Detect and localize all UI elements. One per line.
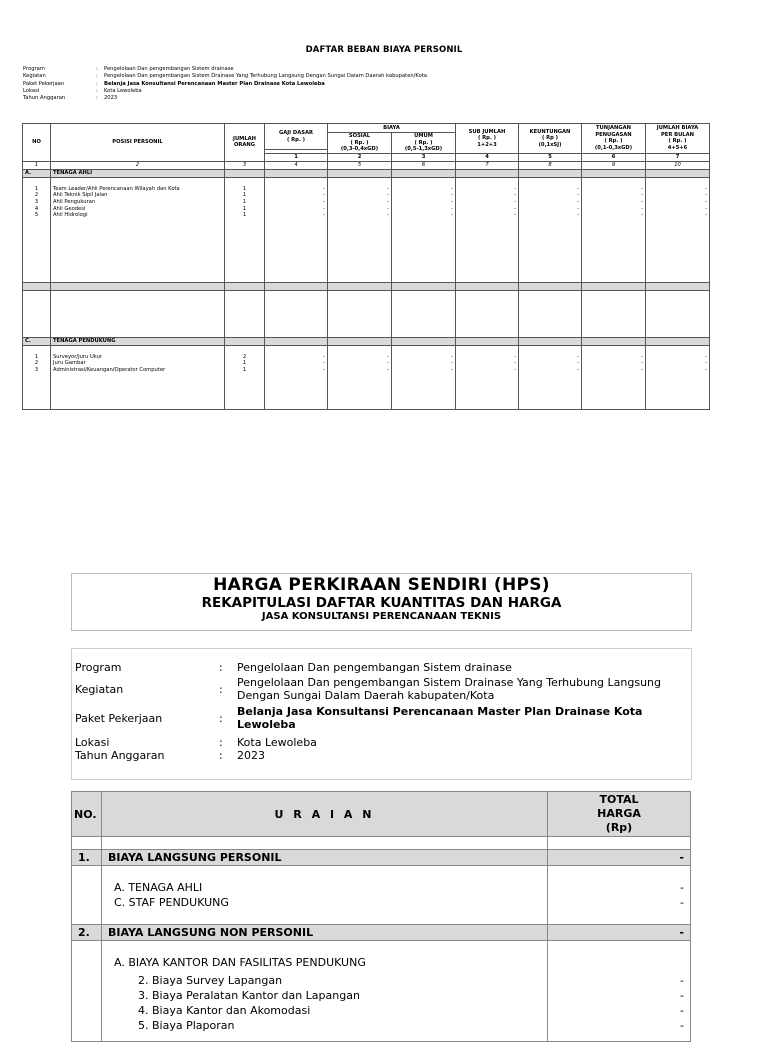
col-no-header: NO xyxy=(23,124,51,162)
info-value: 2023 xyxy=(104,95,118,102)
col-jumlahbiaya-header: JUMLAH BIAYA PER BULAN ( Rp. ) 4+5+6 xyxy=(646,124,710,154)
info-key: Tahun Anggaran xyxy=(23,95,66,102)
item-staf-pendukung: C. STAF PENDUKUNG xyxy=(114,896,229,909)
info-row-program xyxy=(23,66,427,73)
index-row: 1 2 3 4 5 6 7 8 9 10 xyxy=(23,161,710,169)
col-gaji-header: GAJI DASAR ( Rp. ) xyxy=(265,124,328,150)
person-counts: 1 1 1 1 1 xyxy=(242,185,247,219)
dash-col: - - - xyxy=(387,353,389,373)
dash-col: - - - xyxy=(705,353,707,373)
tenaga-ahli-rows xyxy=(23,177,710,282)
dash-col: - - - - - xyxy=(641,185,643,219)
info-row-tahun xyxy=(23,95,427,102)
section-biaya-personil: 1. BIAYA LANGSUNG PERSONIL - xyxy=(72,850,691,866)
col-no-header: NO. xyxy=(72,792,102,837)
info-row-lokasi xyxy=(23,88,427,95)
col-keuntungan-header: KEUNTUNGAN ( Rp ) (0,1xSJ) xyxy=(519,124,582,154)
person-counts: 2 1 1 xyxy=(242,353,247,373)
row-numbers: 1 2 3 4 5 xyxy=(34,185,39,219)
info-row-paket xyxy=(23,81,427,88)
info-row-kegiatan xyxy=(23,73,427,80)
info-row-tahun: Tahun Anggaran : 2023 xyxy=(75,749,265,762)
section-tenaga-pendukung: C. TENAGA PENDUKUNG xyxy=(23,337,710,345)
info-colon: : xyxy=(96,80,98,87)
info-key: Paket Pekerjaan xyxy=(23,80,65,87)
info-value: Belanja Jasa Konsultansi Perencanaan Master Plan Drainase Kota Lewoleba xyxy=(104,80,325,87)
row-numbers: 1 2 3 xyxy=(34,353,39,373)
col-number: 4 xyxy=(456,153,519,161)
info-key: Kegiatan xyxy=(23,73,46,80)
item-peralatan: 3. Biaya Peralatan Kantor dan Lapangan xyxy=(138,989,360,1002)
info-value: Pengelolaan Dan pengembangan Sistem Drainase Yang Terhubung Langsung Dengan Sungai Dalam Daerah kabupaten/Kota xyxy=(104,73,427,80)
personnel-cost-table xyxy=(22,123,710,410)
section-biaya-non-personil-items: A. BIAYA KANTOR DAN FASILITAS PENDUKUNG 2. Biaya Survey Lapangan 3. Biaya Peralatan Kantor dan Lapangan 4. Biaya Kantor dan Akomodasi 5. Biaya Plaporan - - - - xyxy=(72,941,691,1042)
section-biaya-personil-items: A. TENAGA AHLI C. STAF PENDUKUNG - - xyxy=(72,866,691,925)
col-posisi-header: POSISI PERSONIL xyxy=(51,124,225,162)
col-number: 3 xyxy=(392,153,456,161)
hps-subtitle-2: JASA KONSULTANSI PERENCANAAN TEKNIS xyxy=(261,611,502,622)
dash-col: - - - xyxy=(514,353,516,373)
section-biaya-non-personil: 2. BIAYA LANGSUNG NON PERSONIL - xyxy=(72,925,691,941)
col-number: 1 xyxy=(265,153,328,161)
empty-section-rows xyxy=(23,290,710,337)
hps-title: HARGA PERKIRAAN SENDIRI (HPS) xyxy=(213,575,550,595)
dash-col: - - - xyxy=(323,353,325,373)
col-tunjangan-header: TUNJANGAN PENUGASAN ( Rp. ) (0,1-0,3xGD) xyxy=(582,124,646,154)
dash-col: - - - - - xyxy=(323,185,325,219)
item-laporan: 5. Biaya Plaporan xyxy=(138,1019,235,1032)
col-number: 6 xyxy=(582,153,646,161)
page-title: DAFTAR BEBAN BIAYA PERSONIL xyxy=(305,45,463,55)
dash-col: - - - - - xyxy=(577,185,579,219)
info-colon: : xyxy=(96,87,98,94)
info-key: Lokasi xyxy=(23,87,40,94)
project-info xyxy=(23,66,427,102)
tenaga-pendukung-rows xyxy=(23,345,710,409)
info-key: Program xyxy=(23,66,45,72)
col-number: 5 xyxy=(519,153,582,161)
hps-subtitle: REKAPITULASI DAFTAR KUANTITAS DAN HARGA xyxy=(201,595,562,611)
dash-col: - - - - - xyxy=(514,185,516,219)
col-subjumlah-header: SUB JUMLAH ( Rp. ) 1+2+3 xyxy=(456,124,519,154)
dash-col: - - - - - xyxy=(705,185,707,219)
item-tenaga-ahli: A. TENAGA AHLI xyxy=(114,881,203,894)
item-survey: 2. Biaya Survey Lapangan xyxy=(138,974,283,987)
section-tenaga-ahli: A. TENAGA AHLI xyxy=(23,169,710,177)
col-total-header: TOTAL HARGA (Rp) xyxy=(548,792,691,837)
info-colon: : xyxy=(96,95,98,102)
position-names: Team Leader/Ahli Perencanaan Wilayah dan Kota Ahli Teknik Sipil Jalan Ahli Pengukuran Ahli Geodesi Ahli Hidrologi xyxy=(53,185,180,219)
section-separator xyxy=(23,282,710,290)
col-uraian-header: U R A I A N xyxy=(102,792,548,837)
dash-col: - - - xyxy=(451,353,453,373)
hps-recap-table xyxy=(71,791,691,1042)
info-value: Pengelolaan Dan pengembangan Sistem drainase xyxy=(104,66,234,72)
item-akomodasi: 4. Biaya Kantor dan Akomodasi xyxy=(138,1004,311,1017)
col-umum-header: UMUM ( Rp. ) (0,5-1,3xGD) xyxy=(392,133,456,154)
info-colon: : xyxy=(96,73,98,80)
subsection-kantor: A. BIAYA KANTOR DAN FASILITAS PENDUKUNG xyxy=(114,956,366,969)
dash-col: - - - - - xyxy=(451,185,453,219)
info-row-lokasi: Lokasi : Kota Lewoleba xyxy=(75,736,317,749)
col-sosial-header: SOSIAL ( Rp. ) (0,3-0,4xGD) xyxy=(328,133,392,154)
info-row-program: Program : Pengelolaan Dan pengembangan Sistem drainase xyxy=(75,661,512,674)
dash-col: - - - xyxy=(641,353,643,373)
info-colon: : xyxy=(96,66,98,72)
col-biaya-header: BIAYA xyxy=(328,124,456,133)
dash-col: - - - - - xyxy=(387,185,389,219)
col-jumlah-header: JUMLAH ORANG xyxy=(225,124,265,162)
info-row-paket: Paket Pekerjaan : Belanja Jasa Konsultansi Perencanaan Master Plan Drainase Kota Lewoleba xyxy=(75,705,643,731)
hps-project-info xyxy=(71,648,692,780)
info-row-kegiatan: Kegiatan : Pengelolaan Dan pengembangan Sistem Drainase Yang Terhubung Langsung Dengan Sungai Dalam Daerah kabupaten/Kota xyxy=(75,676,662,702)
info-value: Kota Lewoleba xyxy=(104,87,142,94)
hps-header xyxy=(71,573,692,631)
position-names: Surveyor/Juru Ukur Juru Gambar Administrasi/Keuangan/Operator Computer xyxy=(53,353,166,373)
col-number: 2 xyxy=(328,153,392,161)
col-number: 7 xyxy=(646,153,710,161)
dash-col: - - - xyxy=(577,353,579,373)
